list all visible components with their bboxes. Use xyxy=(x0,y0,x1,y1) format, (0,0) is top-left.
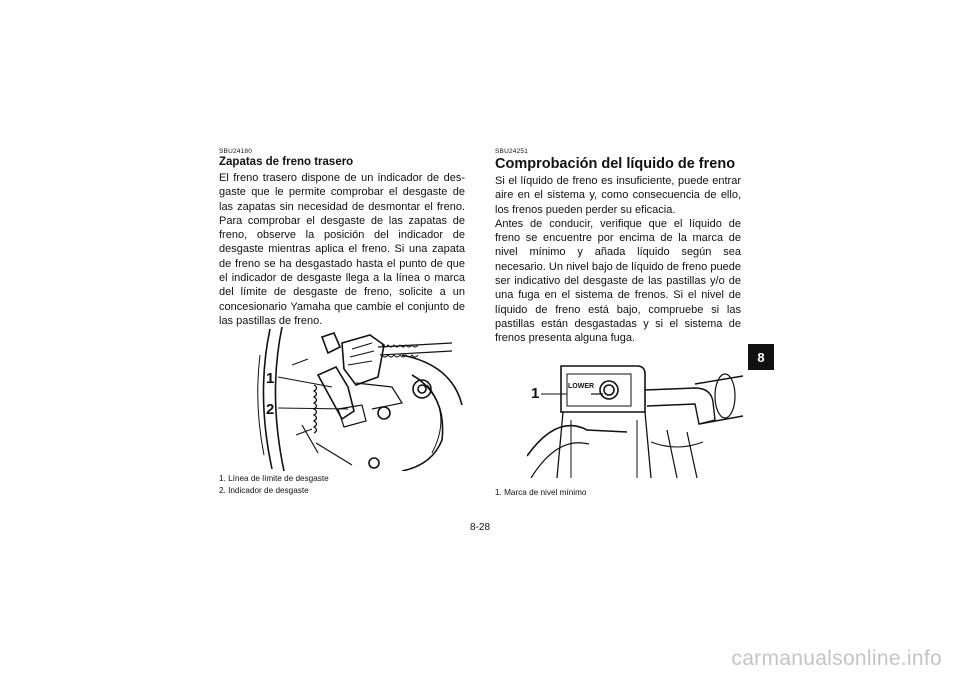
rear-brake-illustration xyxy=(252,325,467,471)
section-title: Comprobación del líquido de freno xyxy=(495,156,736,172)
page-number: 8-28 xyxy=(469,522,490,533)
right-section xyxy=(495,148,741,346)
section-body xyxy=(495,174,741,346)
caption-1: 1. Línea de límite de desgaste xyxy=(219,474,329,483)
section-code: SBU24180 xyxy=(219,148,253,155)
left-figure-captions xyxy=(219,473,329,496)
lower-mark-label: LOWER xyxy=(568,383,595,390)
callout-2: 2 xyxy=(266,401,275,418)
callout-1: 1 xyxy=(531,385,540,402)
chapter-tab: 8 xyxy=(748,344,774,370)
section-body xyxy=(219,171,465,328)
paragraph: El freno trasero dispone de un indicador de desgaste que le permite comprobar el desgaste de las zapatas sin necesidad de desmontar el freno. Para comprobar el desgaste de las zapatas de freno, observe la posición del indicador de desgaste mientras aplica el freno. Si una zapata de freno se ha desgastado hasta el punto de que el indicador de desgaste llega a la línea o marca del límite de desgaste de freno, solicite a un concesionario Yamaha que cambie el conjunto de las pastillas de freno. xyxy=(219,172,465,327)
brake-fluid-reservoir-illustration xyxy=(527,360,743,478)
callout-1: 1 xyxy=(266,370,275,387)
caption-2: 2. Indicador de desgaste xyxy=(219,485,309,495)
paragraph-1: Si el líquido de freno es insuficiente, puede entrar aire en el sistema y, como consecuencia de ello, los frenos pueden perder su eficacia. xyxy=(495,175,741,216)
section-title: Zapatas de freno trasero xyxy=(219,156,354,168)
reservoir-drawing xyxy=(527,360,743,478)
rear-brake-drawing xyxy=(252,325,467,471)
caption-1: 1. Marca de nivel mínimo xyxy=(495,488,587,497)
right-figure-captions xyxy=(495,487,586,499)
section-code: SBU24251 xyxy=(495,148,529,155)
watermark: carmanualsonline.info xyxy=(731,647,942,670)
paragraph-2: Antes de conducir, verifique que el líquido de freno se encuentre por encima de la marca de nivel mínimo y añada líquido según sea necesario. Un nivel bajo de líquido de freno puede ser indicativo del desgaste de las pastillas y/o de una fuga en el sistema de frenos. Si el nivel de líquido de freno está bajo, compruebe si las pastillas están desgastadas y si el sistema de frenos presenta alguna fuga. xyxy=(495,217,741,345)
left-section xyxy=(219,148,465,328)
